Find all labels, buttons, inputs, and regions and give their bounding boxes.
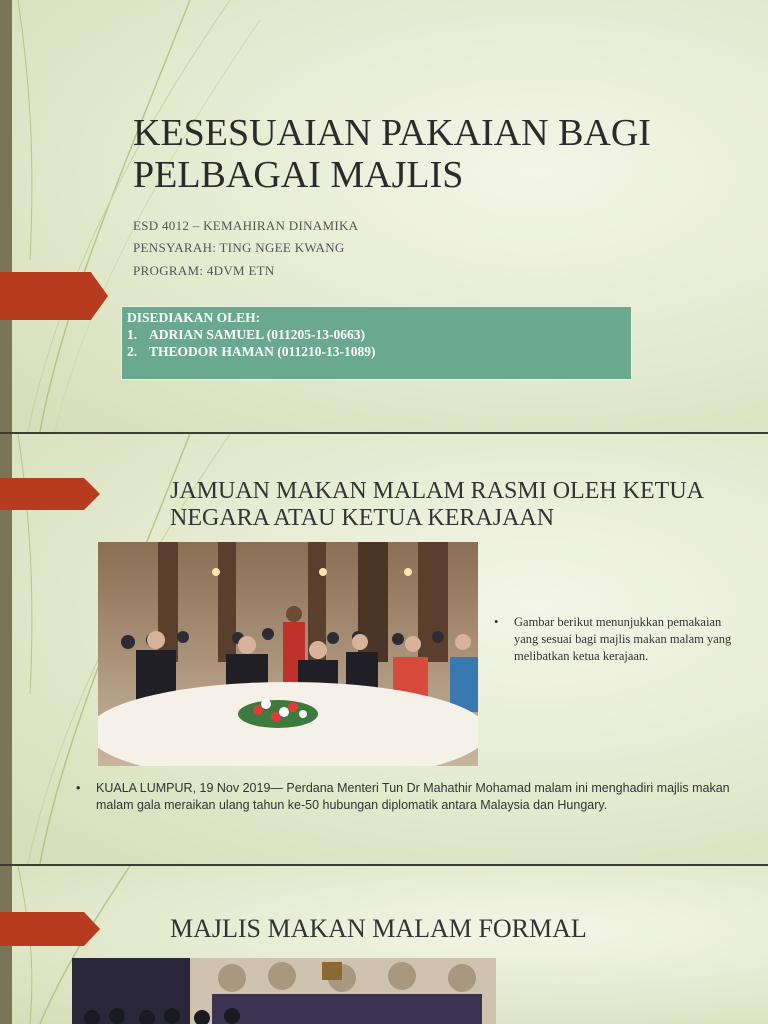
slide-2-title: JAMUAN MAKAN MALAM RASMI OLEH KETUA NEGARA ATAU KETUA KERAJAAN xyxy=(170,478,703,531)
program-line: PROGRAM: 4DVM ETN xyxy=(133,263,275,278)
side-bullet: • Gambar berikut menunjukkan pemakaian yang sesuai bagi majlis makan malam yang melibatkan ketua kerajaan. xyxy=(494,615,732,663)
slide-2 xyxy=(0,434,768,864)
prepared-by-heading: DISEDIAKAN OLEH: xyxy=(127,310,261,325)
slide-1 xyxy=(0,0,768,432)
member-item: 1. ADRIAN SAMUEL (011205-13-0663) xyxy=(127,327,365,342)
side-bullet-text: Gambar berikut menunjukkan pemakaian yang sesuai bagi majlis makan malam yang melibatkan ketua kerajaan. xyxy=(514,615,732,663)
arrow-marker xyxy=(0,478,100,510)
member-item: 2. THEODOR HAMAN (011210-13-1089) xyxy=(127,344,376,359)
gala-dinner-photo xyxy=(98,542,478,766)
formal-dinner-photo xyxy=(72,958,496,1024)
lecturer-line: PENSYARAH: TING NGEE KWANG xyxy=(133,240,345,255)
slide-3-title: MAJLIS MAKAN MALAM FORMAL xyxy=(170,914,587,943)
caption-bullet-text: KUALA LUMPUR, 19 Nov 2019— Perdana Menteri Tun Dr Mahathir Mohamad malam ini menghadiri majlis makan malam gala meraikan ulang tahun ke-50 hubungan diplomatik antara Malaysia dan Hungary. xyxy=(96,781,730,812)
arrow-marker xyxy=(0,912,100,946)
left-bar xyxy=(0,0,12,432)
prepared-by-box xyxy=(121,306,632,380)
course-line: ESD 4012 – KEMAHIRAN DINAMIKA xyxy=(133,218,359,233)
slide-3 xyxy=(0,866,768,1024)
slide-1-title: KESESUAIAN PAKAIAN BAGI PELBAGAI MAJLIS xyxy=(133,112,651,196)
arrow-marker xyxy=(0,272,108,320)
caption-bullet: • KUALA LUMPUR, 19 Nov 2019— Perdana Menteri Tun Dr Mahathir Mohamad malam ini menghadiri majlis makan malam gala meraikan ulang tahun ke-50 hubungan diplomatik antara Malaysia dan Hungary. xyxy=(76,781,730,812)
